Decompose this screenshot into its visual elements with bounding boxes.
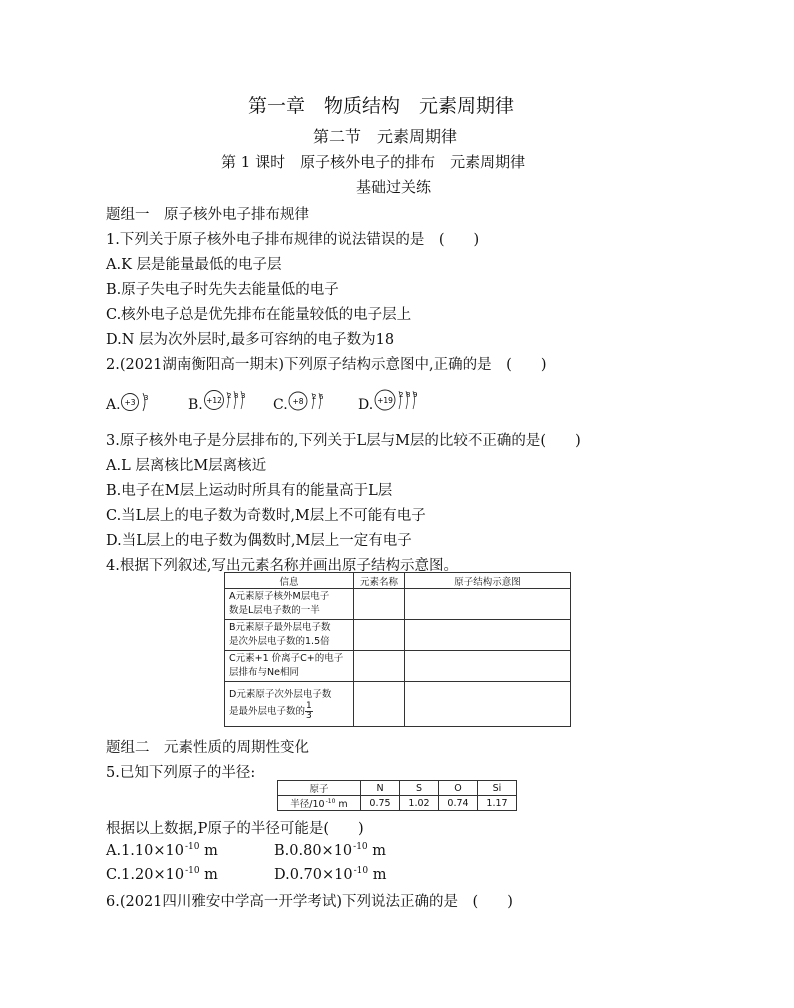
atomic-radius-table: [277, 780, 517, 811]
q5-unit: m: [199, 867, 218, 883]
info-line: B元素原子最外层电子数: [229, 622, 331, 633]
q6-stem: 6.(2021四川雅安中学高一开学考试)下列说法正确的是 ( ): [106, 894, 513, 910]
nucleus-charge: +3: [124, 398, 136, 407]
element-name-cell[interactable]: [354, 682, 405, 727]
q5-option-c: [106, 866, 218, 883]
column-header: 元素名称: [354, 573, 405, 589]
info-cell: [225, 682, 354, 727]
shell-electrons: 8: [406, 391, 411, 399]
shell-electrons: 2: [312, 393, 317, 401]
shell-electrons: 6: [319, 393, 324, 401]
q2-option-d-label: D.: [358, 397, 374, 413]
table-cell: [278, 796, 361, 811]
table-cell: 0.75: [361, 796, 400, 811]
q5-unit: m: [368, 867, 387, 883]
q5-unit: m: [199, 843, 218, 859]
shell-electrons: 3: [241, 392, 246, 400]
q3-option-d: D.当L层上的电子数为偶数时,M层上一定有电子: [106, 533, 412, 549]
info-line: D元素原子次外层电子数: [229, 688, 332, 700]
q5-option-a-text: A.1.10×10: [106, 843, 184, 859]
q5-exponent: -10: [184, 842, 200, 852]
diagram-cell[interactable]: [405, 589, 571, 620]
q5-followup: 根据以上数据,P原子的半径可能是( ): [106, 821, 364, 837]
nucleus-charge: +8: [292, 397, 304, 406]
info-line: 层排布与Ne相同: [229, 667, 299, 678]
lesson-title: 第 1 课时 原子核外电子的排布 元素周期律: [221, 153, 526, 171]
q5-exponent: -10: [185, 866, 200, 876]
q1-option-a: A.K 层是能量最低的电子层: [106, 257, 282, 273]
atom-diagram-icon: [120, 388, 160, 418]
q5-stem: 5.已知下列原子的半径:: [106, 765, 256, 781]
info-line: 是次外层电子数的1.5倍: [229, 636, 330, 647]
radius-unit-label: 半径/10: [290, 799, 325, 810]
column-header: 原子结构示意图: [405, 573, 571, 589]
element-name-cell[interactable]: [354, 620, 405, 651]
radius-unit: m: [335, 799, 348, 810]
practice-title: 基础过关练: [356, 178, 432, 196]
table-row: [278, 796, 517, 811]
fraction-numerator: 1: [306, 700, 312, 711]
q4-stem: 4.根据下列叙述,写出元素名称并画出原子结构示意图。: [106, 558, 458, 574]
info-line: A元素原子核外M层电子: [229, 591, 330, 602]
shell-electrons: 3: [144, 394, 149, 402]
atom-diagram-icon: [203, 388, 251, 418]
table-row: [278, 781, 517, 796]
table-cell: S: [400, 781, 439, 796]
table-cell: N: [361, 781, 400, 796]
column-header: 信息: [225, 573, 354, 589]
q1-option-c: C.核外电子总是优先排布在能量较低的电子层上: [106, 307, 412, 323]
info-cell: [225, 589, 354, 620]
chapter-title: 第一章 物质结构 元素周期律: [248, 95, 515, 117]
info-cell: [225, 620, 354, 651]
table-row: [225, 620, 571, 651]
q2-stem: 2.(2021湖南衡阳高一期末)下列原子结构示意图中,正确的是 ( ): [106, 357, 547, 373]
table-row: [225, 682, 571, 727]
q5-unit: m: [367, 843, 387, 859]
q5-option-d: [274, 866, 386, 883]
q2-option-a-label: A.: [106, 397, 121, 413]
element-info-table: [224, 572, 571, 727]
info-cell: [225, 651, 354, 682]
q1-stem: 1.下列关于原子核外电子排布规律的说法错误的是 ( ): [106, 232, 480, 248]
q2-option-b-label: B.: [188, 397, 203, 413]
table-cell: 原子: [278, 781, 361, 796]
table-row: [225, 589, 571, 620]
info-line: 数是L层电子数的一半: [229, 605, 320, 616]
shell-electrons: 8: [234, 392, 239, 400]
q1-option-b: B.原子失电子时先失去能量低的电子: [106, 282, 339, 298]
radius-unit-exponent: -10: [325, 798, 336, 805]
atom-diagram-icon: [373, 388, 425, 418]
q1-option-d: D.N 层为次外层时,最多可容纳的电子数为18: [106, 332, 395, 348]
group1-title: 题组一 原子核外电子排布规律: [106, 207, 309, 223]
q2-option-c-label: C.: [273, 397, 288, 413]
q3-option-a: A.L 层离核比M层离核近: [106, 458, 267, 474]
element-name-cell[interactable]: [354, 589, 405, 620]
q5-option-b-text: B.0.80×10: [274, 843, 353, 859]
table-header-row: [225, 573, 571, 589]
table-cell: Si: [478, 781, 517, 796]
info-line: 是最外层电子数的: [229, 705, 306, 717]
table-cell: 0.74: [439, 796, 478, 811]
fraction: [305, 702, 313, 721]
shell-electrons: 2: [227, 392, 232, 400]
q3-stem: 3.原子核外电子是分层排布的,下列关于L层与M层的比较不正确的是( ): [106, 433, 581, 449]
q5-option-a: [106, 842, 218, 859]
q3-option-c: C.当L层上的电子数为奇数时,M层上不可能有电子: [106, 508, 426, 524]
nucleus-charge: +12: [206, 396, 222, 405]
info-line: C元素+1 价离子C+的电子: [229, 653, 344, 664]
diagram-cell[interactable]: [405, 682, 571, 727]
q5-exponent: -10: [353, 842, 368, 852]
element-name-cell[interactable]: [354, 651, 405, 682]
shell-electrons: 9: [413, 391, 418, 399]
q5-option-c-text: C.1.20×10: [106, 867, 185, 883]
table-cell: 1.02: [400, 796, 439, 811]
section-title: 第二节 元素周期律: [313, 127, 458, 146]
diagram-cell[interactable]: [405, 651, 571, 682]
fraction-denominator: 3: [306, 710, 312, 721]
q5-exponent: -10: [353, 866, 369, 876]
table-cell: O: [439, 781, 478, 796]
table-row: [225, 651, 571, 682]
q5-option-b: [274, 842, 386, 859]
diagram-cell[interactable]: [405, 620, 571, 651]
table-cell: 1.17: [478, 796, 517, 811]
group2-title: 题组二 元素性质的周期性变化: [106, 740, 309, 756]
shell-electrons: 2: [399, 391, 404, 399]
atom-diagram-icon: [287, 388, 331, 418]
nucleus-charge: +19: [377, 396, 393, 405]
q3-option-b: B.电子在M层上运动时所具有的能量高于L层: [106, 483, 393, 499]
q5-option-d-text: D.0.70×10: [274, 867, 353, 883]
